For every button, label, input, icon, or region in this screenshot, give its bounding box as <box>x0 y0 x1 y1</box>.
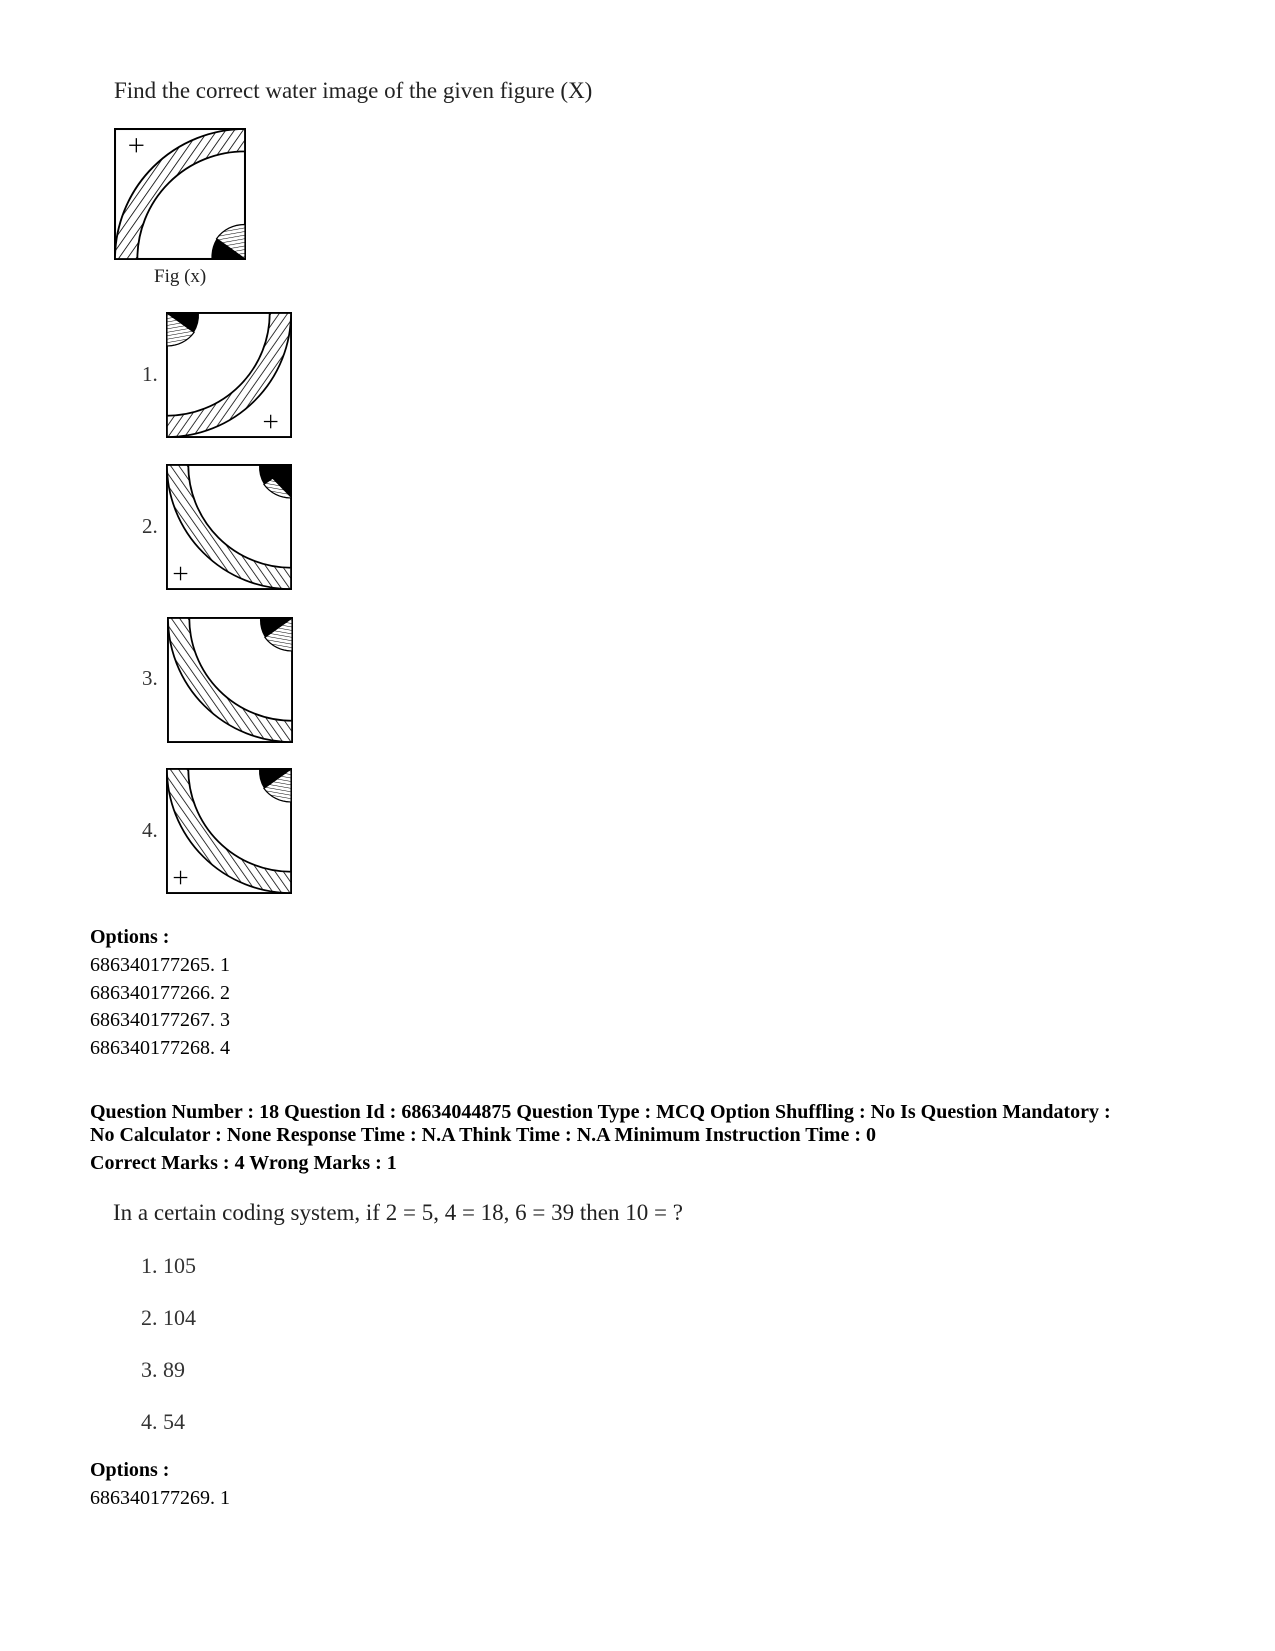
question-18-meta-line-1: Question Number : 18 Question Id : 68634044875 Question Type : MCQ Option Shuffling : No Is Question Mandatory : <box>90 1101 1111 1123</box>
option-q18-1: 686340177269. 1 <box>90 1487 230 1509</box>
figure-x-caption: Fig (x) <box>154 266 207 287</box>
question-18-meta-line-2: No Calculator : None Response Time : N.A Think Time : N.A Minimum Instruction Time : 0 <box>90 1124 876 1146</box>
options-heading-q17: Options : <box>90 926 170 948</box>
option-figure-2 <box>166 464 292 590</box>
answer-choice-2: 2. 104 <box>141 1305 196 1330</box>
figure-x <box>114 128 246 260</box>
option-figure-label-4: 4. <box>142 818 158 842</box>
option-figure-label-1: 1. <box>142 362 158 386</box>
option-q17-4: 686340177268. 4 <box>90 1037 230 1059</box>
answer-choice-1: 1. 105 <box>141 1253 196 1278</box>
options-heading-q18: Options : <box>90 1459 170 1481</box>
option-q17-2: 686340177266. 2 <box>90 982 230 1004</box>
question-18-prompt: In a certain coding system, if 2 = 5, 4 = 18, 6 = 39 then 10 = ? <box>113 1200 683 1225</box>
option-figure-3 <box>167 617 293 743</box>
answer-choice-4: 4. 54 <box>141 1409 185 1434</box>
option-q17-1: 686340177265. 1 <box>90 954 230 976</box>
option-q17-3: 686340177267. 3 <box>90 1009 230 1031</box>
option-figure-label-2: 2. <box>142 514 158 538</box>
question-17-prompt: Find the correct water image of the given figure (X) <box>114 78 593 103</box>
answer-choice-3: 3. 89 <box>141 1357 185 1382</box>
option-figure-4 <box>166 768 292 894</box>
option-figure-1 <box>166 312 292 438</box>
question-18-marks: Correct Marks : 4 Wrong Marks : 1 <box>90 1152 397 1174</box>
option-figure-label-3: 3. <box>142 666 158 690</box>
